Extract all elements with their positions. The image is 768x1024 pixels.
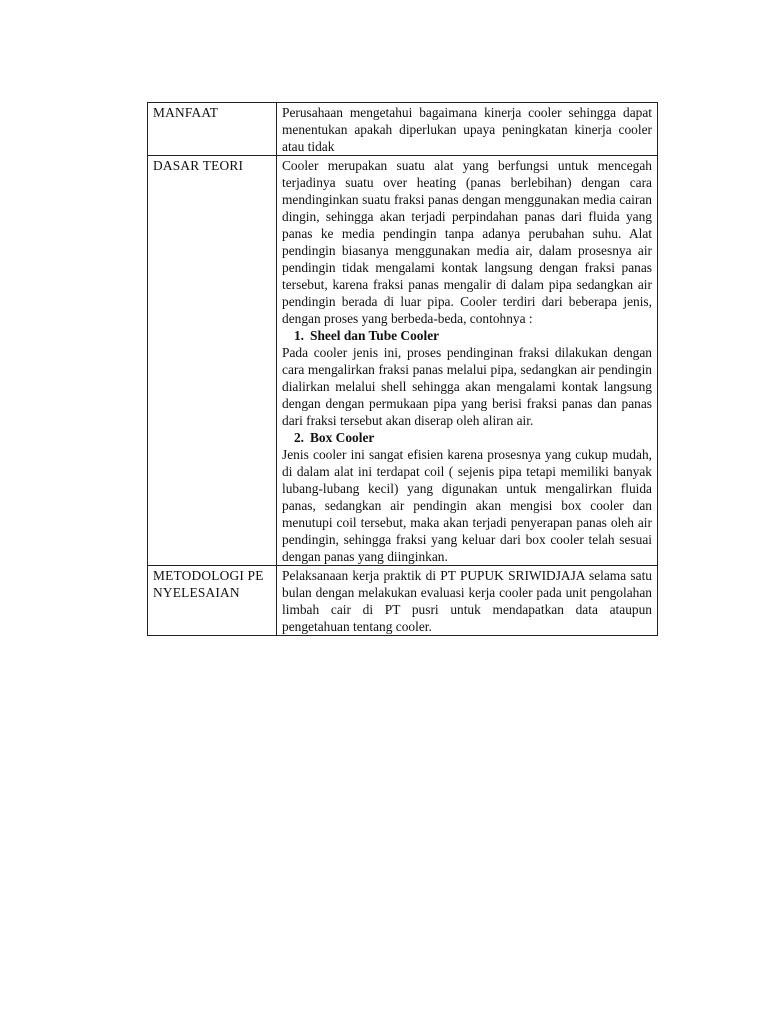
row-label-dasar-teori: DASAR TEORI — [148, 156, 277, 566]
table-row-manfaat — [148, 103, 658, 156]
subheading-1-title: Sheel dan Tube Cooler — [310, 328, 440, 343]
table-row-metodologi — [148, 566, 658, 636]
subheading-2-text: Jenis cooler ini sangat efisien karena prosesnya yang cukup mudah, di dalam alat ini terdapat coil ( sejenis pipa tetapi memiliki banyak lubang-lubang kecil) yang digunakan untuk mengalirkan fluida panas, sedangkan air pendingin akan mengisi box cooler dan menutupi coil tersebut, maka akan terjadi penyerapan panas oleh air pendingin, sehingga fraksi yang keluar dari box cooler telah sesuai dengan panas yang diinginkan. — [282, 447, 652, 564]
row-label-manfaat: MANFAAT — [148, 103, 277, 156]
subheading-2-number: 2. — [293, 430, 304, 445]
subheading-2 — [282, 429, 652, 446]
manfaat-text: Perusahaan mengetahui bagaimana kinerja cooler sehingga dapat menentukan apakah diperlukan upaya peningkatan kinerja cooler atau tidak — [282, 105, 652, 154]
row-content-metodologi — [277, 566, 658, 636]
row-label-metodologi: METODOLOGI PENYELESAIAN — [148, 566, 277, 636]
row-content-dasar-teori — [277, 156, 658, 566]
subheading-1-text: Pada cooler jenis ini, proses pendinginan fraksi dilakukan dengan cara mengalirkan fraksi panas melalui pipa, sedangkan air pendingin dialirkan melalui shell sehingga akan mengalami kontak langsung dengan dengan permukaan pipa yang berisi fraksi panas dan panas dari fraksi tersebut akan diserap oleh aliran air. — [282, 345, 652, 428]
dasar-teori-intro: Cooler merupakan suatu alat yang berfungsi untuk mencegah terjadinya suatu over heating (panas berlebihan) dengan cara mendinginkan suatu fraksi panas dengan menggunakan media cairan dingin, sehingga akan terjadi perpindahan panas dari fluida yang panas ke media pendingin tanpa adanya perubahan suhu. Alat pendingin biasanya menggunakan media air, dalam prosesnya air pendingin tidak mengalami kontak langsung dengan fraksi panas tersebut, karena fraksi panas mengalir di dalam pipa sedangkan air pendingin berada di luar pipa. Cooler terdiri dari beberapa jenis, dengan proses yang berbeda-beda, contohnya : — [282, 158, 652, 326]
info-table — [147, 102, 658, 636]
subheading-1-number: 1. — [293, 328, 304, 343]
subheading-1 — [282, 327, 652, 344]
table-row-dasar-teori — [148, 156, 658, 566]
metodologi-text: Pelaksanaan kerja praktik di PT PUPUK SRIWIDJAJA selama satu bulan dengan melakukan evaluasi kerja cooler pada unit pengolahan limbah cair di PT pusri untuk mendapatkan data ataupun pengetahuan tentang cooler. — [282, 568, 652, 634]
subheading-2-title: Box Cooler — [310, 430, 375, 445]
row-content-manfaat — [277, 103, 658, 156]
